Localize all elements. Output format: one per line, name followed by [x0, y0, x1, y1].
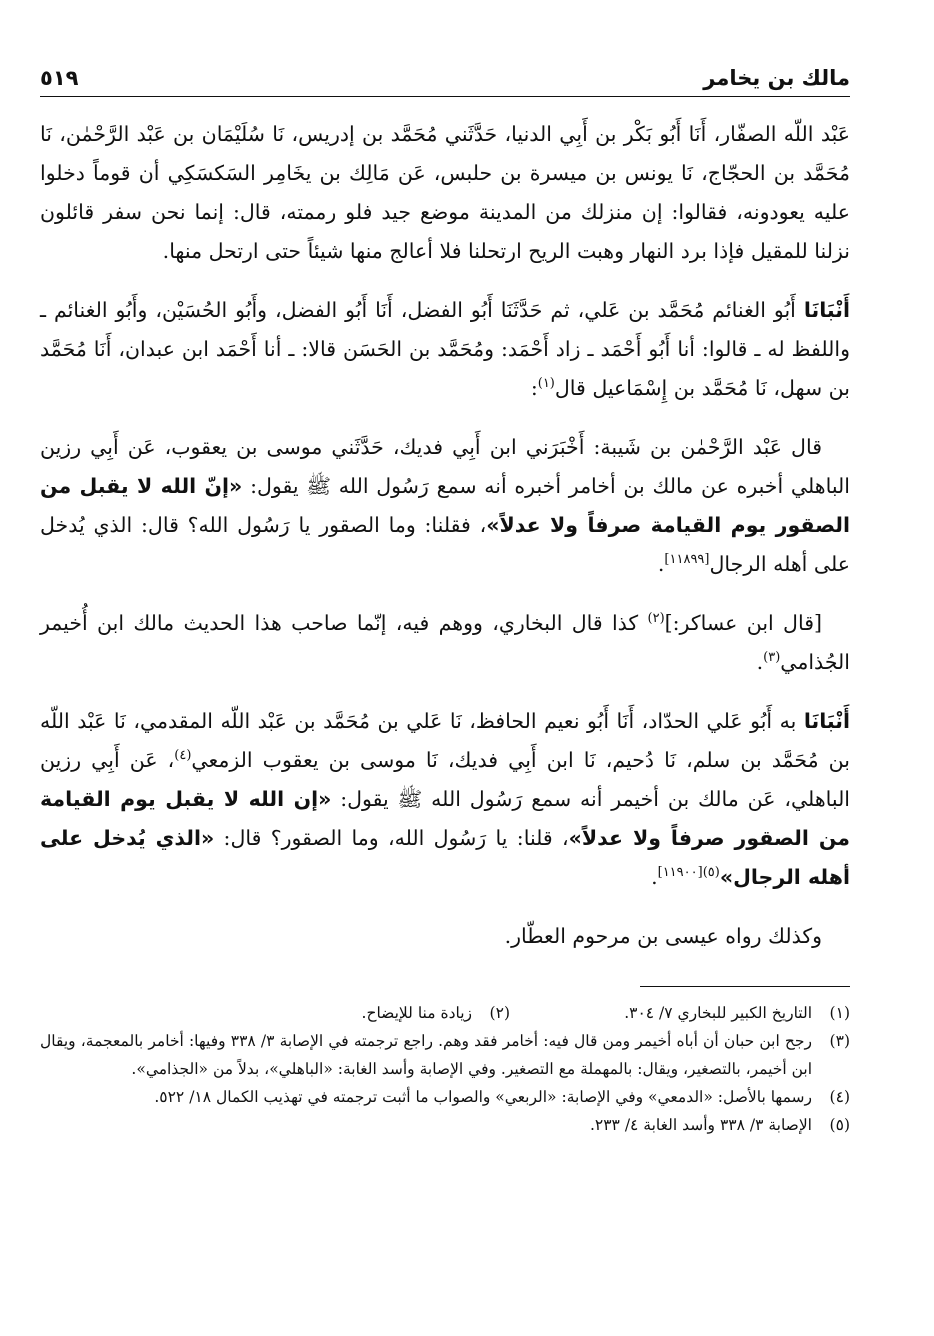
- footnote-text: التاريخ الكبير للبخاري ٧/ ٣٠٤.: [624, 1004, 812, 1022]
- paragraph-text: كذا قال البخاري، ووهم فيه، إنّما صاحب هذا الحديث مالك ابن أُخيمر الجُذامي: [40, 611, 850, 674]
- paragraph-text: وكذلك رواه عيسى بن مرحوم العطّار.: [504, 924, 822, 948]
- footnote-ref: (٢): [647, 611, 665, 627]
- footnote-number: (٣): [829, 1032, 850, 1050]
- paragraph-4: [40, 604, 850, 682]
- main-text: [40, 115, 850, 956]
- paragraph-6: [40, 917, 850, 956]
- footnote-pair: [40, 999, 850, 1027]
- paragraph-tail: :: [530, 376, 538, 400]
- footnote-text: رسمها بالأصل: «الدمعي» وفي الإصابة: «الربعي» والصواب ما أثبت ترجمته في تهذيب الكمال ١٨/ ٥٢٢.: [154, 1088, 812, 1106]
- isnad-lead: أَنْبَانَا: [803, 298, 850, 322]
- paragraph-1: [40, 115, 850, 271]
- paragraph-tail: .: [651, 865, 658, 889]
- running-title: مالك بن يخامر: [703, 66, 850, 90]
- footnote-text: رجح ابن حبان أن أباه أخيمر ومن قال فيه: أخامر فقد وهم. راجع ترجمته في الإصابة ٣/ ٣٣٨ وفيها: أخامر بالمعجمة، ويقال ابن أخيمر، بالتصغير، ويقال: بالمهملة مع التصغير. وفي الإصابة وأسد الغابة: «الباهلي»، بدلاً من «الجذامي».: [40, 1032, 812, 1078]
- paragraph-text: ، عَن أَبِي رزين الباهلي، عَن مالك بن أخيمر أنه سمع رَسُول الله ﷺ يقول:: [40, 748, 851, 811]
- footnote-number: (٢): [489, 1004, 510, 1022]
- page-number: ٥١٩: [40, 66, 79, 90]
- footnote-5: [40, 1111, 850, 1139]
- footnote-text: زيادة منا للإيضاح.: [361, 1004, 472, 1022]
- footnote-2: [170, 999, 510, 1027]
- footnote-ref: (٣): [763, 650, 781, 666]
- hadith-number: [١١٨٩٩]: [664, 552, 710, 568]
- paragraph-2: [40, 291, 850, 408]
- footnote-number: (٥): [829, 1116, 850, 1134]
- footnote-ref: (١): [537, 376, 555, 392]
- paragraph-text: أَبُو الغنائم مُحَمَّد بن عَلي، ثم حَدَّثَنَا أَبُو الفضل، أَنَا أَبُو الفضل، وأَبُو الحُسَيْن، وأَبُو الغنائم ـ واللفظ له ـ قالوا: أنا أَبُو أَحْمَد ـ زاد أَحْمَد: ومُحَمَّد بن الحَسَن قالا: ـ أنا أَحْمَد ابن عبدان، أَنَا مُحَمَّد بن سهل، نَا مُحَمَّد بن إِسْمَاعيل قال: [40, 298, 850, 400]
- page-header: [40, 50, 850, 97]
- footnote-ref: (٤): [174, 748, 192, 764]
- paragraph-3: [40, 428, 850, 584]
- footnote-4: [40, 1083, 850, 1111]
- paragraph-text: قال عَبْد الرَّحْمٰن بن شَيبة: أَخْبَرَني ابن أَبِي فديك، حَدَّثَني موسى بن يعقوب، عَن أَبِي رزين الباهلي أخبره عن مالك بن أخامر أخبره أنه سمع رَسُول الله ﷺ يقول:: [40, 435, 850, 498]
- hadith-text: «إنّ الله لا يقبل من الصقور يوم القيامة صرفاً ولا عدلاً»: [40, 474, 850, 537]
- paragraph-tail: .: [756, 650, 764, 674]
- paragraph-5: [40, 702, 850, 897]
- paragraph-text: به أَبُو عَلي الحدّاد، أَنَا أَبُو نعيم الحافظ، نَا عَلي بن مُحَمَّد بن عَبْد اللّه المقدمي، نَا عَبْد اللّه بن مُحَمَّد بن سلم، نَا دُحيم، نَا ابن أَبِي فديك، نَا موسى بن يعقوب الزمعي: [40, 709, 850, 772]
- hadith-text: «إن الله لا يقبل يوم القيامة من الصقور صرفاً ولا عدلاً»: [40, 787, 850, 850]
- footnotes: [40, 999, 850, 1139]
- paragraph-text: [قال ابن عساكر:]: [664, 611, 822, 635]
- footnote-number: (٤): [829, 1088, 850, 1106]
- footnote-ref: (٥): [702, 865, 720, 881]
- footnote-1: [510, 999, 850, 1027]
- hadith-text: «الذي يُدخل على أهله الرجال»: [40, 826, 850, 889]
- book-page: [40, 50, 850, 1139]
- paragraph-text: ، فقلنا: وما الصقور يا رَسُول الله؟ قال: الذي يُدخل على أهله الرجال: [40, 513, 850, 576]
- paragraph-text: عَبْد اللّه الصفّار، أَنَا أَبُو بَكْر بن أَبِي الدنيا، حَدَّثَني مُحَمَّد بن إدريس، نَا سُلَيْمَان بن عَبْد الرَّحْمٰن، نَا مُحَمَّد بن الحجّاج، نَا يونس بن ميسرة بن حلبس، عَن مَالِك بن يخَامِر السَكسَكِي أن قوماً دخلوا عليه يعودونه، فقالوا: إن منزلك من المدينة موضع جيد فلو رممته، قال: إنما نحن سفر قائلون نزلنا للمقيل فإذا برد النهار وهبت الريح ارتحلنا فلا أعالج منها شيئاً حتى ارتحل منها.: [40, 122, 851, 263]
- footnote-number: (١): [829, 1004, 850, 1022]
- footnote-3: [40, 1027, 850, 1083]
- footnote-separator: [640, 986, 850, 987]
- isnad-lead: أَنْبَانَا: [803, 709, 850, 733]
- hadith-number: [١١٩٠٠]: [657, 865, 703, 881]
- paragraph-tail: .: [657, 552, 665, 576]
- paragraph-text: ، قلنا: يا رَسُول الله، وما الصقور؟ قال:: [214, 826, 569, 850]
- footnote-text: الإصابة ٣/ ٣٣٨ وأسد الغابة ٤/ ٢٣٣.: [589, 1116, 812, 1134]
